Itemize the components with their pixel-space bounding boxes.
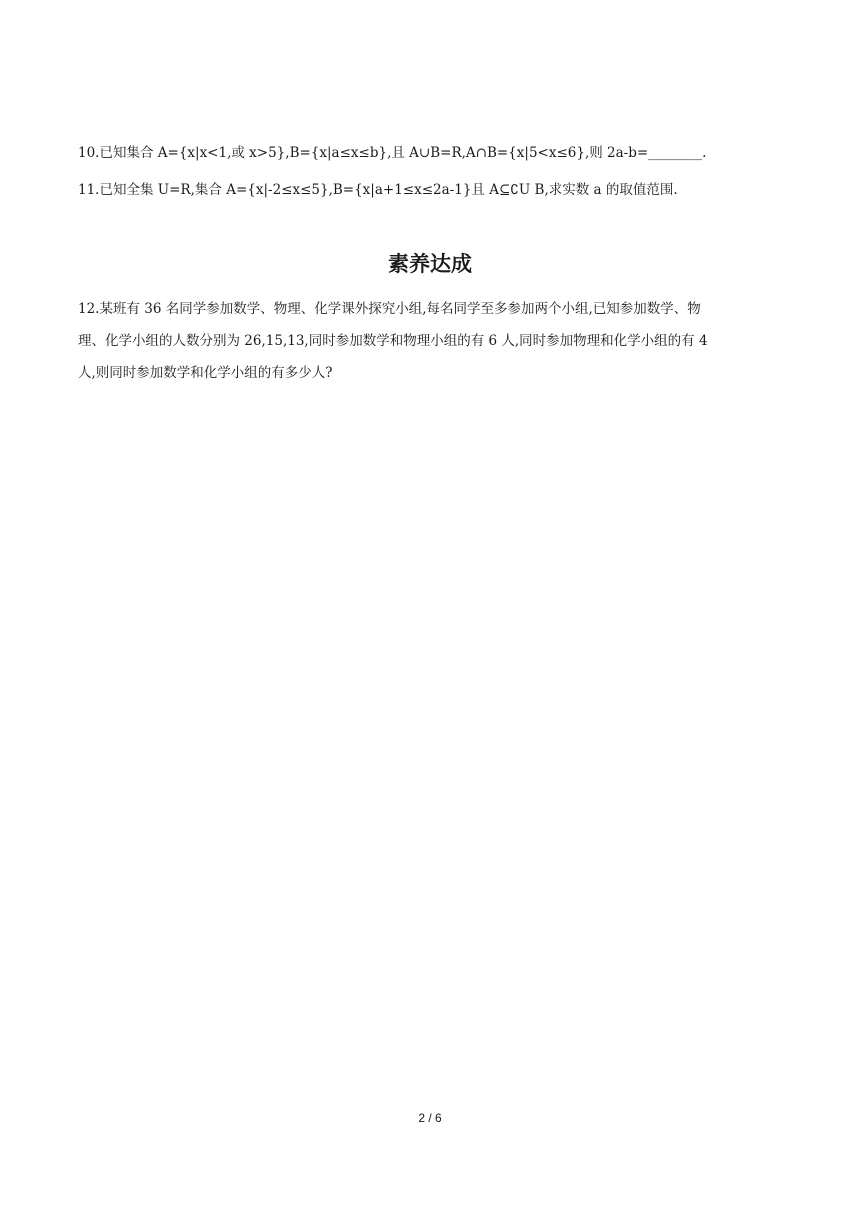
question-12-line-1: 12.某班有 36 名同学参加数学、物理、化学课外探究小组,每名同学至多参加两个小组,已知参加数学、物 <box>78 301 701 317</box>
question-10: 10.已知集合 A={x|x<1,或 x>5},B={x|a≤x≤b},且 A∪B=R,A∩B={x|5<x≤6},则 2a-b=________. <box>78 145 707 161</box>
section-title: 素养达成 <box>388 252 472 276</box>
question-11: 11.已知全集 U=R,集合 A={x|-2≤x≤5},B={x|a+1≤x≤2a-1}且 A⊆∁U B,求实数 a 的取值范围. <box>78 182 678 198</box>
question-12-line-3: 人,则同时参加数学和化学小组的有多少人? <box>78 365 333 381</box>
question-12 <box>78 293 784 389</box>
question-12-line-2: 理、化学小组的人数分别为 26,15,13,同时参加数学和物理小组的有 6 人,同时参加物理和化学小组的有 4 <box>78 333 708 349</box>
page-number: 2 / 6 <box>418 1111 442 1125</box>
